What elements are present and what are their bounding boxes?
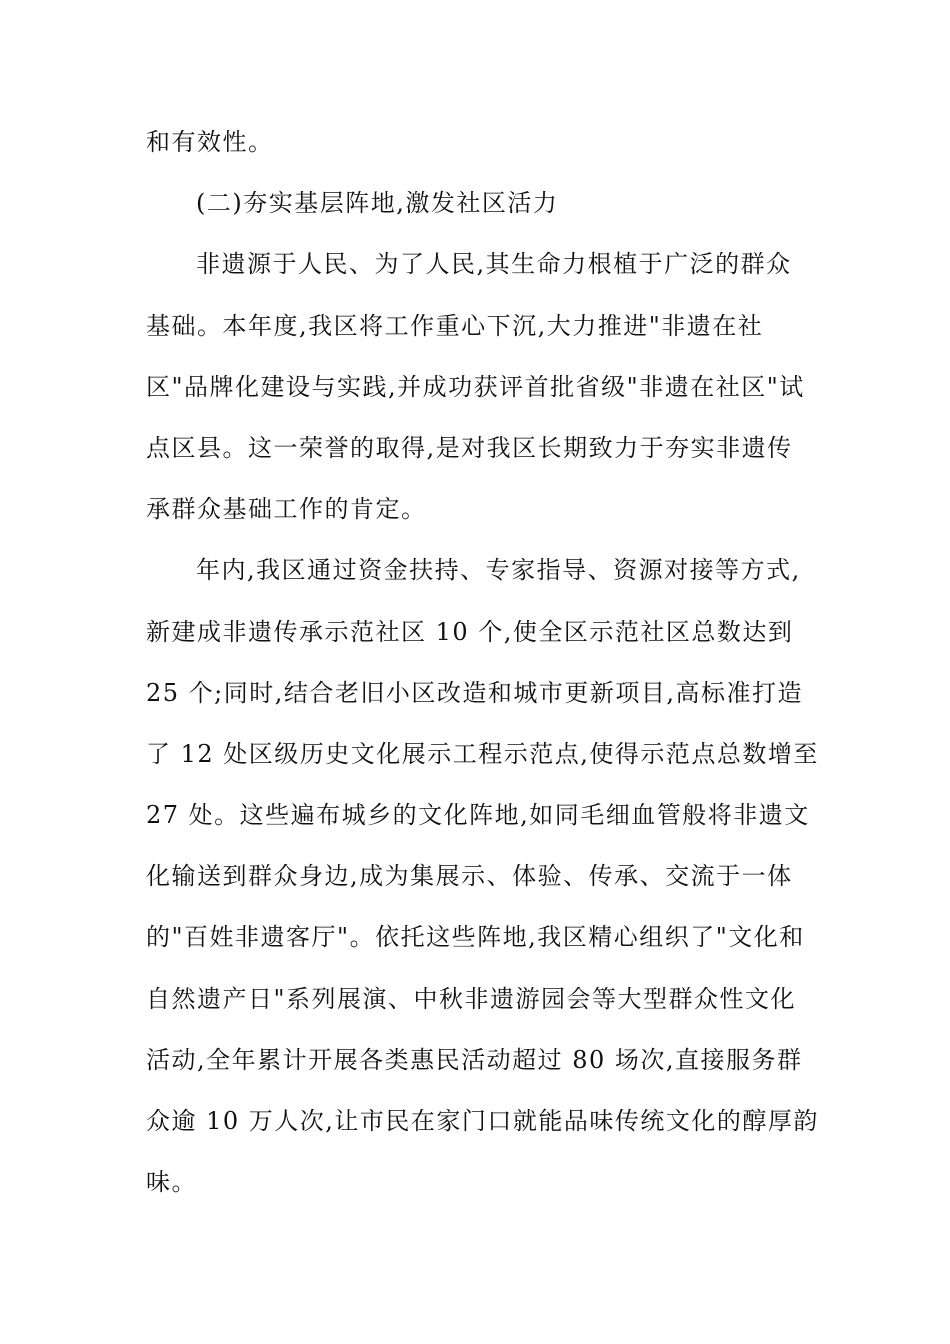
paragraph-line: 化输送到群众身边,成为集展示、体验、传承、交流于一体 [146, 862, 793, 891]
body-text [146, 112, 819, 1213]
paragraph-line: 点区县。这一荣誉的取得,是对我区长期致力于夯实非遗传 [146, 433, 793, 462]
paragraph-line: 承群众基础工作的肯定。 [146, 495, 427, 524]
continuation-line: 和有效性。 [146, 128, 274, 156]
paragraph-line: 新建成非遗传承示范社区 10 个,使全区示范社区总数达到 [146, 617, 794, 646]
paragraph-line: 众逾 10 万人次,让市民在家门口就能品味传统文化的醇厚韵 [146, 1107, 819, 1135]
paragraph-line: 27 处。这些遍布城乡的文化阵地,如同毛细血管般将非遗文 [146, 801, 810, 830]
paragraph-line: 了 12 处区级历史文化展示工程示范点,使得示范点总数增至 [146, 739, 819, 768]
paragraph-line: 年内,我区通过资金扶持、专家指导、资源对接等方式, [196, 556, 801, 585]
paragraph-line: 基础。本年度,我区将工作重心下沉,大力推进"非遗在社 [146, 311, 764, 340]
paragraph-line: 区"品牌化建设与实践,并成功获评首批省级"非遗在社区"试 [146, 372, 805, 401]
paragraph-line: 非遗源于人民、为了人民,其生命力根植于广泛的群众 [196, 250, 792, 279]
paragraph-line: 味。 [146, 1168, 197, 1197]
paragraph-2 [146, 540, 819, 1213]
paragraph-line: 自然遗产日"系列展演、中秋非遗游园会等大型群众性文化 [146, 984, 797, 1013]
paragraph-line: 活动,全年累计开展各类惠民活动超过 80 场次,直接服务群 [146, 1045, 803, 1074]
paragraph-line: 25 个;同时,结合老旧小区改造和城市更新项目,高标准打造 [146, 678, 804, 707]
paragraph-1 [146, 234, 806, 540]
section-heading: (二)夯实基层阵地,激发社区活力 [196, 189, 559, 218]
paragraph-line: 的"百姓非遗客厅"。依托这些阵地,我区精心组织了"文化和 [146, 923, 805, 952]
